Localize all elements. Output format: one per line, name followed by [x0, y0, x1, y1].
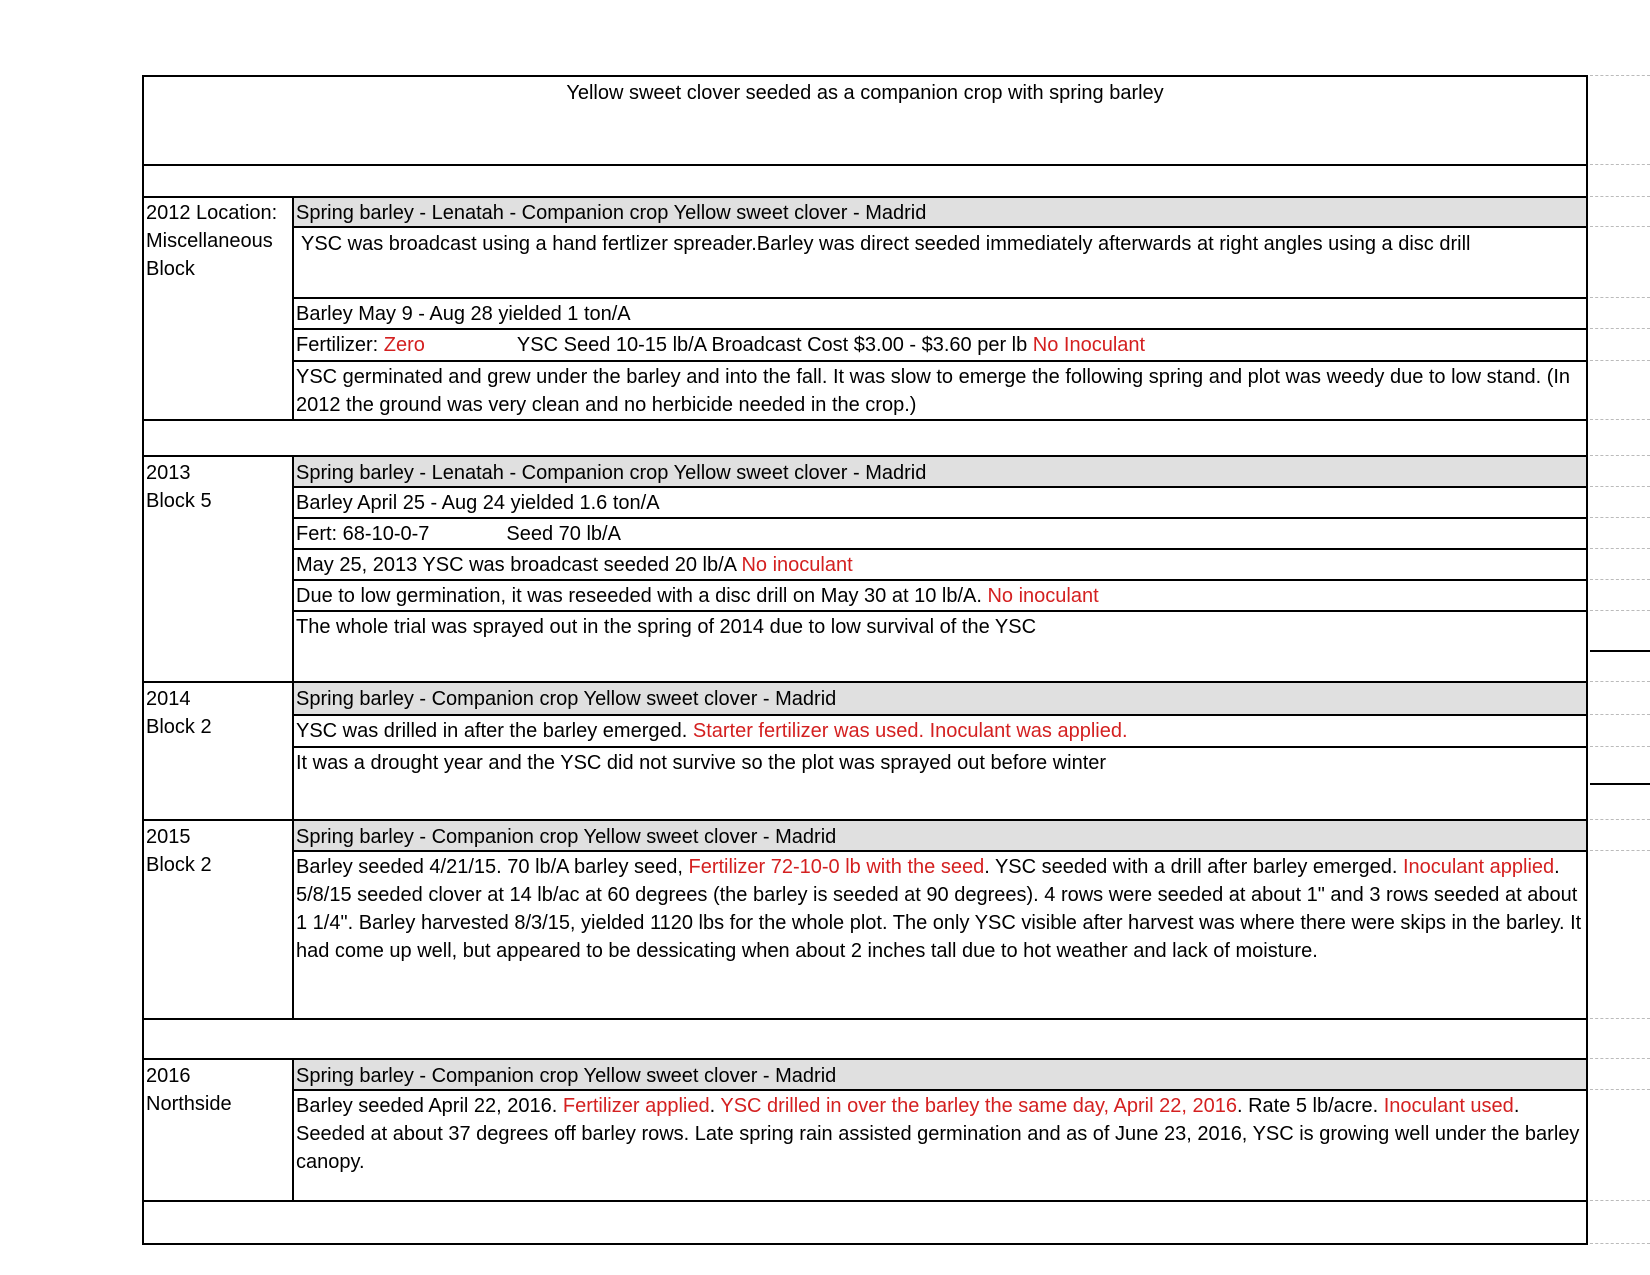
row-text-part: . YSC seeded with a drill after barley emerged. — [984, 856, 1403, 878]
row-line — [292, 517, 1588, 519]
row-line — [142, 1018, 1588, 1020]
row-line — [142, 455, 1588, 457]
row-text — [296, 1092, 1584, 1176]
row-text: Barley April 25 - Aug 24 yielded 1.6 ton/A — [296, 492, 660, 514]
row-line — [142, 164, 1588, 166]
gridline — [1590, 746, 1650, 747]
section-label-line: 2016 — [146, 1065, 191, 1087]
row-text-part: Barley seeded April 22, 2016. — [296, 1095, 563, 1117]
section-label-line: Block 2 — [146, 854, 212, 876]
section-label-line: Miscellaneous — [146, 230, 273, 252]
gridline — [1590, 328, 1650, 329]
row-text — [296, 717, 1128, 745]
column-divider — [292, 196, 294, 420]
row-text-part: Barley seeded 4/21/15. 70 lb/A barley seed, — [296, 856, 689, 878]
row-text-part: Seed 70 lb/A — [506, 523, 621, 545]
gridline — [1590, 164, 1650, 165]
gridline — [1590, 486, 1650, 487]
row-text-part: YSC Seed 10-15 lb/A Broadcast Cost $3.00 - $3.60 per lb — [516, 334, 1033, 356]
gridline — [1590, 1058, 1650, 1059]
column-divider — [292, 456, 294, 682]
gridline — [1590, 610, 1650, 611]
row-text: The whole trial was sprayed out in the spring of 2014 due to low survival of the YSC — [296, 616, 1037, 638]
section-label-line: 2015 — [146, 826, 191, 848]
row-line — [142, 819, 1588, 821]
row-text — [296, 551, 853, 579]
section-label-line: Block — [146, 258, 195, 280]
section-header-text: Spring barley - Lenatah - Companion crop Yellow sweet clover - Madrid — [296, 462, 927, 484]
row-text — [296, 853, 1584, 965]
row-line — [142, 196, 1588, 198]
gridline — [1590, 681, 1650, 682]
row-text-part: . Rate 5 lb/acre. — [1236, 1095, 1384, 1117]
row-text — [296, 520, 621, 548]
row-text-part: Fertilizer: — [296, 334, 384, 356]
gridline — [1590, 1089, 1650, 1090]
highlight-text: No Inoculant — [1032, 334, 1146, 356]
highlight-text: Fertilizer applied — [562, 1095, 710, 1117]
row-text — [296, 331, 1145, 359]
row-line — [142, 1200, 1588, 1202]
row-text: YSC germinated and grew under the barley and into the fall. It was slow to emerge the following spring and plot was weedy due to low stand. (In 2012 the ground was very clean and no herbicide needed in the crop.) — [296, 366, 1571, 416]
gridline — [1590, 783, 1650, 785]
section-header-text: Spring barley - Lenatah - Companion crop Yellow sweet clover - Madrid — [296, 202, 927, 224]
section-label-line: 2012 Location: — [146, 202, 278, 224]
gridline — [1590, 360, 1650, 361]
section-header-text: Spring barley - Companion crop Yellow sweet clover - Madrid — [296, 688, 837, 710]
gridline — [1590, 455, 1650, 456]
gridline — [1590, 1243, 1650, 1244]
row-text-part: Due to low germination, it was reseeded with a disc drill on May 30 at 10 lb/A. — [296, 585, 988, 607]
highlight-text: YSC drilled in over the barley the same day, April 22, 2016 — [720, 1095, 1237, 1117]
section-label-line: Block 5 — [146, 490, 212, 512]
gridline — [1590, 517, 1650, 518]
highlight-text: Inoculant used — [1383, 1095, 1514, 1117]
sheet-title: Yellow sweet clover seeded as a companion crop with spring barley — [566, 82, 1164, 104]
highlight-text: No inoculant — [741, 554, 853, 576]
gridline — [1590, 650, 1650, 652]
gridline — [1590, 548, 1650, 549]
row-line — [142, 419, 1588, 421]
row-text: It was a drought year and the YSC did not survive so the plot was sprayed out before winter — [296, 752, 1107, 774]
highlight-text: Zero — [383, 334, 425, 356]
gridline — [1590, 850, 1650, 851]
row-line — [292, 610, 1588, 612]
section-label-line: 2013 — [146, 462, 191, 484]
row-text-part: . Seeded at about 37 degrees off barley rows. Late spring rain assisted germination and as of June 23, 2016, YSC is growing well under the barley canopy. — [296, 1095, 1580, 1173]
section-header-text: Spring barley - Companion crop Yellow sweet clover - Madrid — [296, 826, 837, 848]
row-text: Barley May 9 - Aug 28 yielded 1 ton/A — [296, 303, 631, 325]
section-label-line: Northside — [146, 1093, 232, 1115]
table-border-left — [142, 75, 144, 1245]
gridline — [1590, 297, 1650, 298]
highlight-text: No inoculant — [987, 585, 1099, 607]
row-line — [142, 1058, 1588, 1060]
highlight-text: Fertilizer 72-10-0 lb with the seed — [688, 856, 985, 878]
table-border-top — [142, 75, 1588, 77]
row-text-part: YSC was drilled in after the barley emerged. — [296, 720, 693, 742]
row-text-part: . 5/8/15 seeded clover at 14 lb/ac at 60 degrees (the barley is seeded at 90 degrees). 4 rows were seeded at about 1" and 3 rows seeded at about 1 1/4". Barley harvested 8/3/15, yielded 1120 lbs for the whole plot. The only YSC visible after harvest was where there were skips in the barley. It had come up well, but appeared to be dessicating when about 2 inches tall due to hot weather and lack of moisture. — [296, 856, 1582, 962]
gridline — [1590, 1200, 1650, 1201]
section-label-line: Block 2 — [146, 716, 212, 738]
gridline — [1590, 1018, 1650, 1019]
gridline — [1590, 819, 1650, 820]
gridline — [1590, 196, 1650, 197]
column-divider — [292, 1059, 294, 1201]
row-text-part: May 25, 2013 YSC was broadcast seeded 20 lb/A — [296, 554, 742, 576]
gridline — [1590, 579, 1650, 580]
row-line — [292, 579, 1588, 581]
gridline — [1590, 419, 1650, 420]
row-line — [142, 681, 1588, 683]
gridline — [1590, 714, 1650, 715]
column-divider — [292, 682, 294, 820]
row-line — [292, 548, 1588, 550]
highlight-text: Inoculant applied — [1402, 856, 1555, 878]
row-line — [292, 360, 1588, 362]
section-header-text: Spring barley - Companion crop Yellow sweet clover - Madrid — [296, 1065, 837, 1087]
section-label-line: 2014 — [146, 688, 191, 710]
row-text-part: Fert: 68-10-0-7 — [296, 523, 430, 545]
table-border-right — [1586, 75, 1588, 1245]
row-text — [296, 582, 1099, 610]
row-line — [292, 746, 1588, 748]
row-text-part: . — [709, 1095, 721, 1117]
table-border-bottom — [142, 1243, 1588, 1245]
highlight-text: Starter fertilizer was used. Inoculant was applied. — [692, 720, 1128, 742]
row-line — [292, 297, 1588, 299]
row-line — [292, 328, 1588, 330]
row-text: YSC was broadcast using a hand fertlizer spreader.Barley was direct seeded immediately afterwards at right angles using a disc drill — [301, 233, 1471, 255]
gridline — [1590, 226, 1650, 227]
row-line — [292, 714, 1588, 716]
gridline — [1590, 75, 1650, 76]
